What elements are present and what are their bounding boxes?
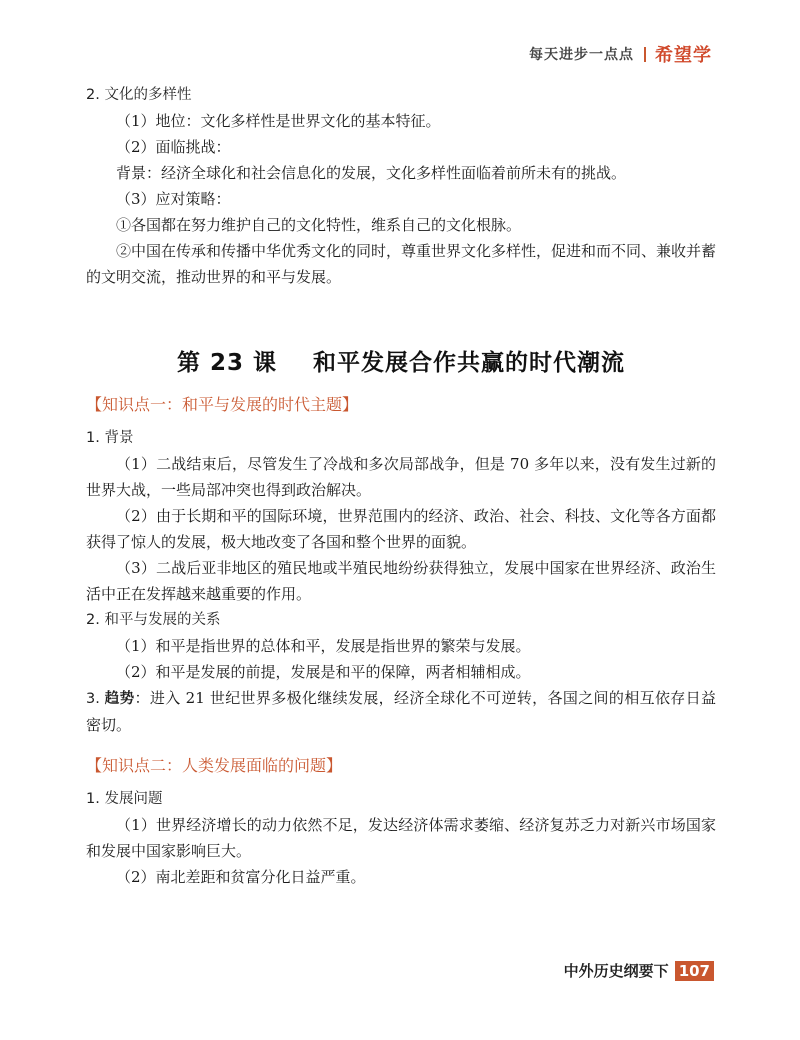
culture-item-background: 背景：经济全球化和社会信息化的发展，文化多样性面临着前所未有的挑战。 bbox=[116, 164, 627, 182]
development-heading: 1. 发展问题 bbox=[86, 791, 163, 807]
culture-item-status: （1）地位：文化多样性是世界文化的基本特征。 bbox=[116, 112, 441, 130]
culture-diversity-heading: 2. 文化的多样性 bbox=[86, 87, 192, 103]
relation-item-2: （2）和平是发展的前提，发展是和平的保障，两者相辅相成。 bbox=[116, 663, 531, 681]
development-item-2: （2）南北差距和贫富分化日益严重。 bbox=[116, 868, 366, 886]
page-header bbox=[529, 44, 712, 64]
page-content bbox=[86, 82, 716, 890]
knowledge-point-1-title: 【知识点一：和平与发展的时代主题】 bbox=[86, 395, 359, 414]
trend-paragraph bbox=[86, 685, 716, 738]
relation-item-1: （1）和平是指世界的总体和平，发展是指世界的繁荣与发展。 bbox=[116, 637, 531, 655]
background-item-3: （3）二战后亚非地区的殖民地或半殖民地纷纷获得独立，发展中国家在世界经济、政治生活中正在发挥越来越重要的作用。 bbox=[86, 559, 716, 603]
relation-heading: 2. 和平与发展的关系 bbox=[86, 612, 221, 628]
background-heading: 1. 背景 bbox=[86, 430, 134, 446]
trend-number: 3. bbox=[86, 691, 105, 707]
trend-label: 趋势 bbox=[104, 691, 135, 707]
trend-text: ：进入 21 世纪世界多极化继续发展，经济全球化不可逆转，各国之间的相互依存日益密切。 bbox=[86, 689, 716, 734]
book-title: 中外历史纲要下 bbox=[563, 962, 669, 980]
background-item-1: （1）二战结束后，尽管发生了冷战和多次局部战争，但是 70 多年以来，没有发生过新的世界大战，一些局部冲突也得到政治解决。 bbox=[86, 455, 716, 499]
culture-item-strategy-2: ②中国在传承和传播中华优秀文化的同时，尊重世界文化多样性，促进和而不同、兼收并蓄的文明交流，推动世界的和平与发展。 bbox=[86, 242, 717, 286]
culture-item-strategy-1: ①各国都在努力维护自己的文化特性，维系自己的文化根脉。 bbox=[116, 216, 522, 234]
brand-logo: 希望学 bbox=[655, 45, 712, 66]
knowledge-point-2-title: 【知识点二：人类发展面临的问题】 bbox=[86, 756, 343, 775]
page-number: 107 bbox=[675, 961, 714, 981]
culture-item-challenge: （2）面临挑战： bbox=[116, 138, 231, 156]
header-slogan: 每天进步一点点 bbox=[529, 47, 634, 63]
lesson-title: 第 23 课 和平发展合作共赢的时代潮流 bbox=[176, 350, 626, 376]
background-item-2: （2）由于长期和平的国际环境，世界范围内的经济、政治、社会、科技、文化等各方面都获得了惊人的发展，极大地改变了各国和整个世界的面貌。 bbox=[86, 507, 716, 551]
header-divider bbox=[644, 47, 646, 62]
culture-item-strategy: （3）应对策略： bbox=[116, 190, 231, 208]
development-item-1: （1）世界经济增长的动力依然不足，发达经济体需求萎缩、经济复苏乏力对新兴市场国家和发展中国家影响巨大。 bbox=[86, 816, 716, 860]
page-footer bbox=[564, 960, 714, 981]
